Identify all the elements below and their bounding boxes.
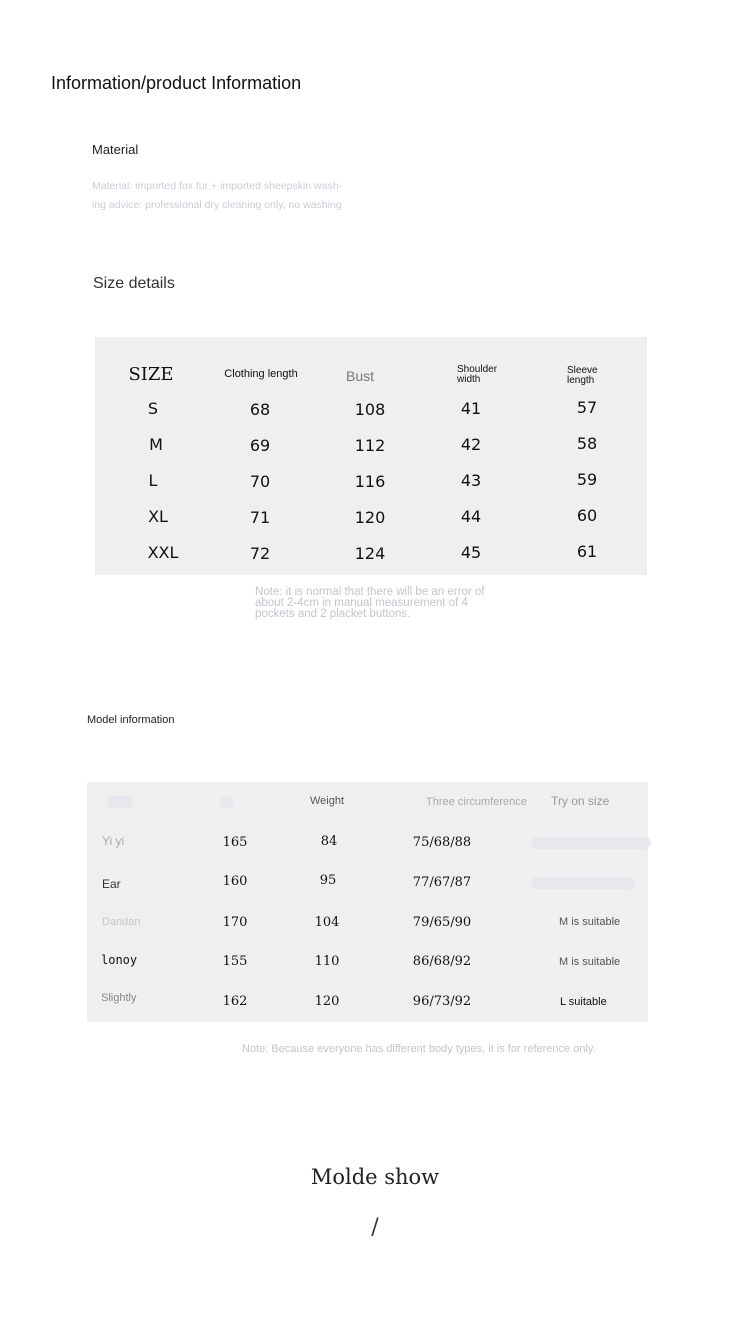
size-cell-size: S — [147, 399, 159, 418]
material-line-2: ing advice: professional dry cleaning only, no washing — [92, 199, 342, 211]
model-name: Slightly — [101, 992, 137, 1004]
model-weight: 95 — [319, 873, 337, 888]
model-circumference: 96/73/92 — [412, 994, 472, 1009]
model-note: Note: Because everyone has different body types, it is for reference only. — [242, 1043, 596, 1055]
model-show-title: Molde show — [310, 1165, 440, 1189]
model-name: Dandan — [102, 916, 141, 928]
size-cell-bust: 112 — [354, 436, 386, 455]
size-cell-bust: 108 — [354, 400, 386, 419]
size-cell-size: L — [148, 471, 158, 490]
model-weight: 110 — [314, 954, 340, 969]
size-cell-length: 68 — [249, 400, 271, 419]
size-cell-shoulder: 45 — [460, 543, 482, 562]
size-cell-sleeve: 60 — [576, 506, 598, 525]
size-cell-bust: 120 — [354, 508, 386, 527]
model-height: 162 — [222, 994, 248, 1009]
model-name: Yi yi — [102, 834, 125, 848]
size-cell-shoulder: 44 — [460, 507, 482, 526]
size-cell-size: XXL — [147, 543, 179, 562]
model-circumference: 75/68/88 — [412, 835, 472, 850]
size-header-bust: Bust — [345, 368, 375, 384]
model-fit: M is suitable — [559, 956, 621, 968]
model-header-try-on-size: Try on size — [551, 794, 610, 808]
page-title: Information/product Information — [51, 73, 302, 93]
model-weight: 104 — [314, 915, 340, 930]
model-height: 160 — [222, 874, 248, 889]
model-header-weight: Weight — [310, 795, 345, 807]
size-cell-sleeve: 57 — [576, 398, 598, 417]
size-cell-length: 69 — [249, 436, 271, 455]
size-cell-bust: 116 — [354, 472, 386, 491]
size-header-sleeve-length — [567, 366, 598, 386]
model-name: Ear — [102, 877, 121, 891]
material-line-1: Material: imported fox fur + imported sheepskin wash- — [92, 180, 343, 192]
model-fit: M is suitable — [559, 916, 621, 928]
size-note-line-1: Note: it is normal that there will be an error of — [255, 586, 485, 598]
section-divider: / — [371, 1215, 379, 1240]
size-cell-length: 70 — [249, 472, 271, 491]
size-cell-shoulder: 42 — [460, 435, 482, 454]
size-header-clothing-length: Clothing length — [224, 368, 298, 380]
blurred-header-height — [220, 796, 234, 808]
size-note — [255, 587, 515, 620]
model-table — [87, 782, 648, 1022]
size-header-shoulder-line2: width — [457, 374, 481, 385]
model-weight: 84 — [320, 834, 338, 849]
model-information-label: Model information — [87, 714, 175, 726]
blurred-fit — [531, 877, 635, 889]
size-cell-shoulder: 41 — [460, 399, 482, 418]
size-cell-length: 72 — [249, 544, 271, 563]
blurred-header-name — [107, 796, 133, 808]
size-note-line-3: pockets and 2 placket buttons. — [255, 608, 411, 620]
model-circumference: 86/68/92 — [412, 954, 472, 969]
size-table — [95, 337, 647, 575]
model-fit: L suitable — [560, 996, 607, 1008]
model-height: 170 — [222, 915, 248, 930]
size-details-title: Size details — [93, 275, 175, 292]
material-label: Material — [92, 142, 139, 157]
size-header-size: SIZE — [128, 364, 174, 385]
model-circumference: 77/67/87 — [412, 875, 472, 890]
model-height: 165 — [222, 835, 248, 850]
size-cell-bust: 124 — [354, 544, 386, 563]
size-cell-shoulder: 43 — [460, 471, 482, 490]
size-cell-sleeve: 58 — [576, 434, 598, 453]
size-cell-size: XL — [148, 507, 168, 526]
size-header-shoulder-width — [457, 365, 497, 385]
size-cell-sleeve: 61 — [576, 542, 598, 561]
size-note-line-2: about 2-4cm in manual measurement of 4 — [255, 597, 468, 609]
size-cell-length: 71 — [249, 508, 271, 527]
size-cell-size: M — [149, 435, 163, 454]
size-header-sleeve-line1: Sleeve — [567, 365, 598, 376]
model-height: 155 — [222, 954, 248, 969]
model-header-three-circumference: Three circumference — [426, 796, 527, 808]
model-weight: 120 — [314, 994, 340, 1009]
model-circumference: 79/65/90 — [412, 915, 472, 930]
blurred-fit — [531, 837, 651, 849]
size-header-shoulder-line1: Shoulder — [457, 364, 498, 375]
model-name: lonoy — [101, 953, 138, 967]
size-header-sleeve-line2: length — [567, 375, 595, 386]
size-cell-sleeve: 59 — [576, 470, 598, 489]
material-description — [92, 177, 362, 215]
